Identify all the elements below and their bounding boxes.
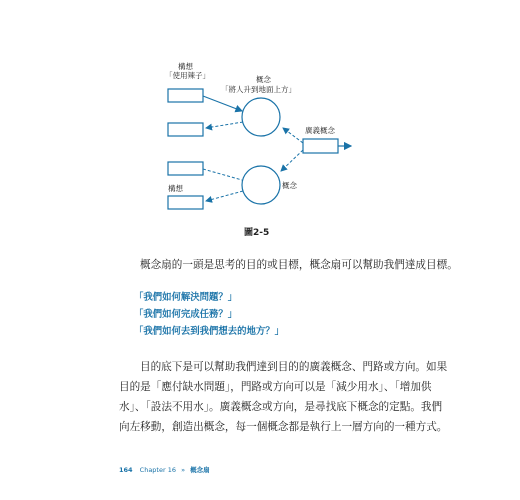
question-3: 「我們如何去到我們想去的地方？」 <box>134 326 285 337</box>
arrow-broad-to-upper <box>283 128 303 143</box>
line-idea3-to-lower <box>203 169 242 180</box>
label-concept-upper-1: 概念 <box>256 75 271 84</box>
concept-fan-diagram <box>0 0 520 230</box>
idea-box-3 <box>168 162 203 175</box>
question-2: 「我們如何完成任務？」 <box>134 309 238 320</box>
figure-caption: 圖2-5 <box>244 228 270 238</box>
footer-separator: » <box>181 466 186 474</box>
label-concept-lower: 概念 <box>282 181 297 190</box>
idea-box-1 <box>168 89 203 102</box>
idea-box-4 <box>168 196 203 209</box>
line-idea1-to-upper <box>203 96 242 111</box>
question-1: 「我們如何解決問題？」 <box>134 292 238 303</box>
label-idea-bottom: 構想 <box>168 184 183 193</box>
arrow-lower-to-idea4 <box>206 191 243 201</box>
paragraph-body-line-2: 目的是「應付缺水問題」，門路或方向可以是「減少用水」、「增加供 <box>119 381 432 393</box>
footer-chapter: Chapter 16 <box>139 466 176 474</box>
label-broad-concept: 廣義概念 <box>305 126 335 135</box>
label-idea-top-1: 構想 <box>178 62 193 71</box>
paragraph-body-line-4: 向左移動，創造出概念，每一個概念都是執行上一層方向的一種方式。 <box>119 421 448 433</box>
arrow-broad-to-lower <box>281 150 303 171</box>
paragraph-intro: 概念扇的一頭是思考的目的或目標，概念扇可以幫助我們達成目標。 <box>140 259 458 271</box>
broad-concept-box <box>303 139 338 153</box>
label-concept-upper-2: 「將人升到地面上方」 <box>221 85 296 94</box>
paragraph-body-line-3: 水」、「設法不用水」。廣義概念或方向，是尋找底下概念的定點。我們 <box>119 401 443 413</box>
page-footer <box>119 465 210 474</box>
page-number: 164 <box>119 466 133 474</box>
label-idea-top-2: 「使用辣子」 <box>165 71 210 80</box>
idea-box-2 <box>168 123 203 136</box>
arrow-upper-to-idea2 <box>206 122 243 128</box>
paragraph-body-line-1: 目的底下是可以幫助我們達到目的的廣義概念、門路或方向。如果 <box>140 361 448 373</box>
footer-section: 概念扇 <box>190 466 210 474</box>
concept-circle-lower <box>242 166 280 204</box>
concept-circle-upper <box>242 98 280 136</box>
